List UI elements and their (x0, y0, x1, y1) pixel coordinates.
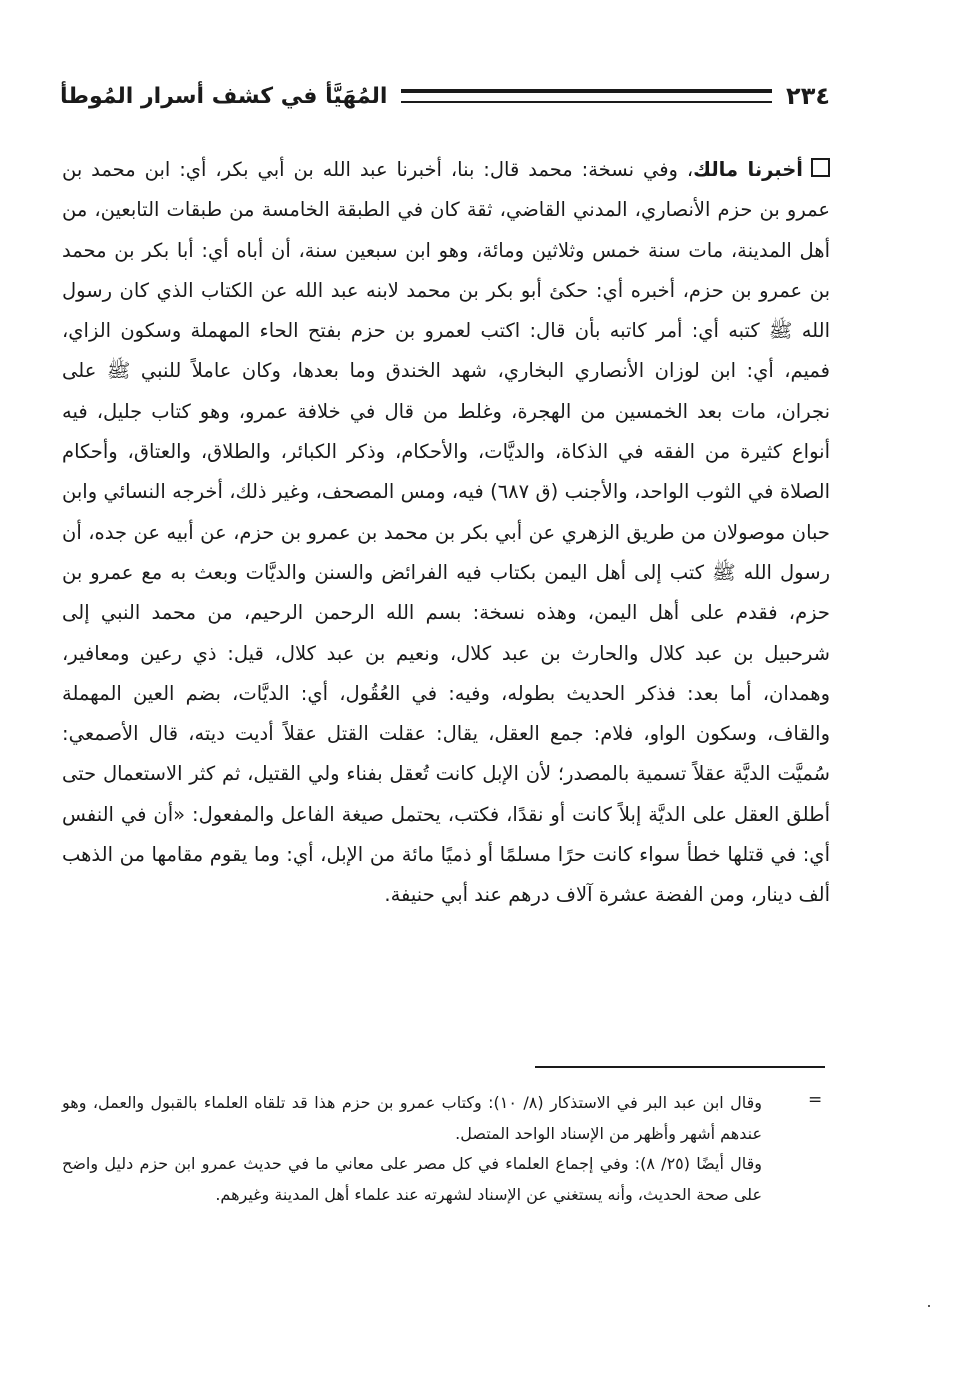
main-paragraph (62, 150, 830, 916)
lead-phrase: أخبرنا مالك (693, 158, 803, 181)
footnote-2: وقال أيضًا (٢٥/ ٨): وفي إجماع العلماء في كل مصر على معاني ما في حديث عمرو ابن حزم دليل واضح على صحة الحديث، وأنه يستغني عن الإسناد لشهرته عند علماء أهل المدينة وغيرهم. (62, 1154, 763, 1204)
page-header (60, 78, 830, 114)
running-title: المُهَيَّأ في كشف أسرار المُوطأ (60, 83, 388, 109)
footnote-separator (535, 1066, 825, 1068)
square-marker-icon (811, 158, 830, 177)
scan-speck (928, 1305, 930, 1307)
footnote-1: وقال ابن عبد البر في الاستذكار (٨/ ١٠): وكتاب عمرو بن حزم هذا قد تلقاه العلماء بالقبول والعمل، وهو عندهم أشهر وأظهر من الإسناد الواحد المتصل. (62, 1093, 762, 1143)
page-number: ٢٣٤ (786, 82, 830, 110)
paragraph-text: ، وفي نسخة: محمد قال: بنا، أخبرنا عبد الله بن أبي بكر، أي: ابن محمد بن عمرو بن حزم الأنصاري، المدني القاضي، ثقة كان في الطبقة الخامسة من طبقات التابعين، من أهل المدينة، مات سنة خمس وثلاثين ومائة، وهو ابن سبعين سنة، أن أباه أي: أبا بكر بن محمد بن عمرو بن حزم، أخبره أي: حكئ أبو بكر بن محمد لابنه عبد الله عن الكتاب الذي كان رسول الله ﷺ كتبه أي: أمر كاتبه بأن قال: اكتب لعمرو بن حزم بفتح الحاء المهملة وسكون الزاي، فميم، أي: ابن لوزان الأنصاري البخاري، شهد الخندق وما بعدها، وكان عاملاً للنبي ﷺ على نجران، مات بعد الخمسين من الهجرة، وغلط من قال في خلافة عمرو، وهو كتاب جليل، فيه أنواع كثيرة من الفقه في الذكاة، والديَّات، والأحكام، وذكر الكبائر، والطلاق، والعتاق، وأحكام الصلاة في الثوب الواحد، والأجنب (ق ٦٨٧) فيه، ومس المصحف، وغير ذلك، أخرجه النسائي وابن حبان موصولان من طريق الزهري عن أبي بكر بن محمد بن عمرو بن حزم، عن أبيه عن جده، أن رسول الله ﷺ كتب إلى أهل اليمن بكتاب فيه الفرائض والسنن والديَّات وبعث به مع عمرو بن حزم، فقدم على أهل اليمن، وهذه نسخة: بسم الله الرحمن الرحيم، من محمد النبي إلى شرحبيل بن عبد كلال والحارث بن عبد كلال، ونعيم بن عبد كلال، قيل: ذي رعين ومعافير، وهمدان، أما بعد: فذكر الحديث بطوله، وفيه: في العُقُول، أي: الديَّات، بضم العين المهملة والقاف، وسكون الواو، فلام: جمع العقل، يقال: عقلت القتل عقلاً أديت ديته، قال الأصمعي: سُميَّت الديَّة عقلاً تسمية بالمصدر؛ لأن الإبل كانت تُعقل بفناء ولي القتيل، ثم كثر الاستعمال حتى أطلق العقل على الديَّة إبلاً كانت أو نقدًا، فكتب، يحتمل صيغة الفاعل والمفعول: «أن في النفس أي: في قتلها خطأ سواء كانت حرًا مسلمًا أو ذميًا مائة من الإبل، أي: وما يقوم مقامها من الذهب ألف دينار، ومن الفضة عشرة آلاف درهم عند أبي حنيفة. (62, 158, 830, 907)
main-text (62, 150, 830, 916)
footnote-continuation-marker: = (808, 1090, 823, 1110)
header-double-rule (401, 89, 772, 103)
footnotes (62, 1088, 762, 1210)
